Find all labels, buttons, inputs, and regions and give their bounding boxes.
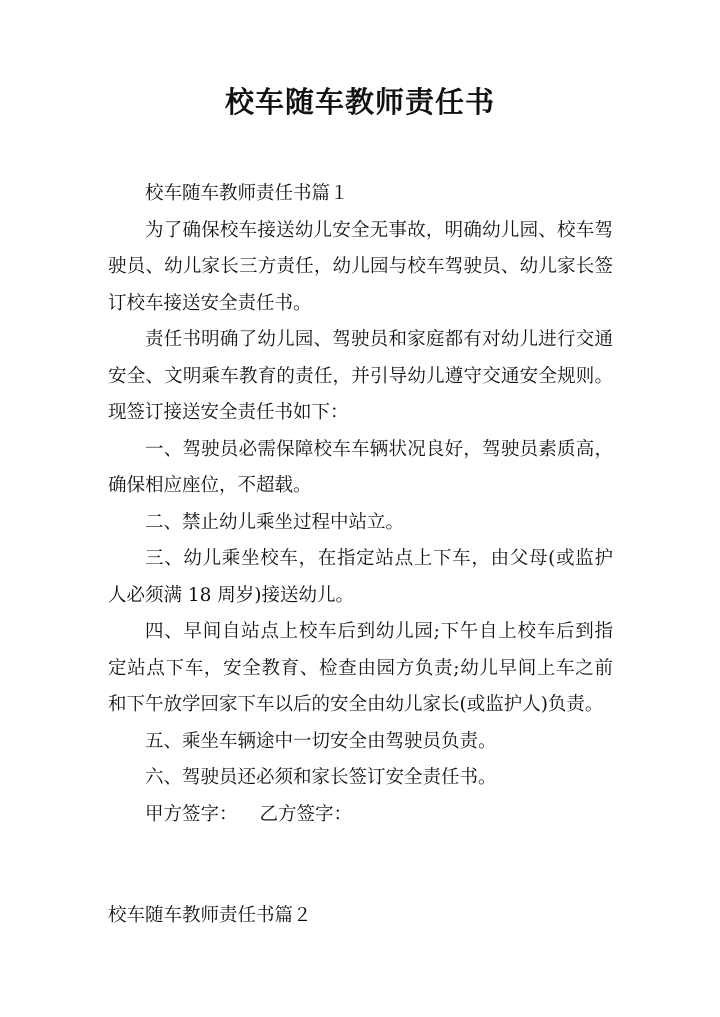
signature-party-b: 乙方签字：: [259, 803, 353, 825]
section-2-heading: 校车随车教师责任书篇２: [108, 905, 312, 926]
document-title: 校车随车教师责任书: [224, 85, 495, 119]
section-1-heading: 校车随车教师责任书篇１: [145, 183, 349, 204]
paragraph-responsibility: 责任书明确了幼儿园、驾驶员和家庭都有对幼儿进行交通安全、文明乘车教育的责任，并引导幼儿遵守交通安全规则。现签订接送安全责任书如下：: [108, 329, 613, 423]
clause-6: 六、驾驶员还必须和家长签订安全责任书。: [145, 767, 497, 788]
clause-4: 四、早间自站点上校车后到幼儿园;下午自上校车后到指定站点下车，安全教育、检查由园方负责;幼儿早间上车之前和下午放学回家下车以后的安全由幼儿家长(或监护人)负责。: [108, 621, 613, 715]
paragraph-intro: 为了确保校车接送幼儿安全无事故，明确幼儿园、校车驾驶员、幼儿家长三方责任，幼儿园与校车驾驶员、幼儿家长签订校车接送安全责任书。: [108, 219, 613, 314]
clause-1: 一、驾驶员必需保障校车车辆状况良好，驾驶员素质高，确保相应座位，不超载。: [108, 438, 613, 496]
clause-3: 三、幼儿乘坐校车，在指定站点上下车，由父母(或监护人必须满 18 周岁)接送幼儿。: [108, 548, 613, 606]
clause-2: 二、禁止幼儿乘坐过程中站立。: [145, 511, 405, 533]
document-body: [108, 176, 613, 833]
signature-party-a: 甲方签字：: [145, 803, 238, 825]
clause-5: 五、乘坐车辆途中一切安全由驾驶员负责。: [145, 730, 497, 752]
signature-line: [108, 797, 613, 834]
